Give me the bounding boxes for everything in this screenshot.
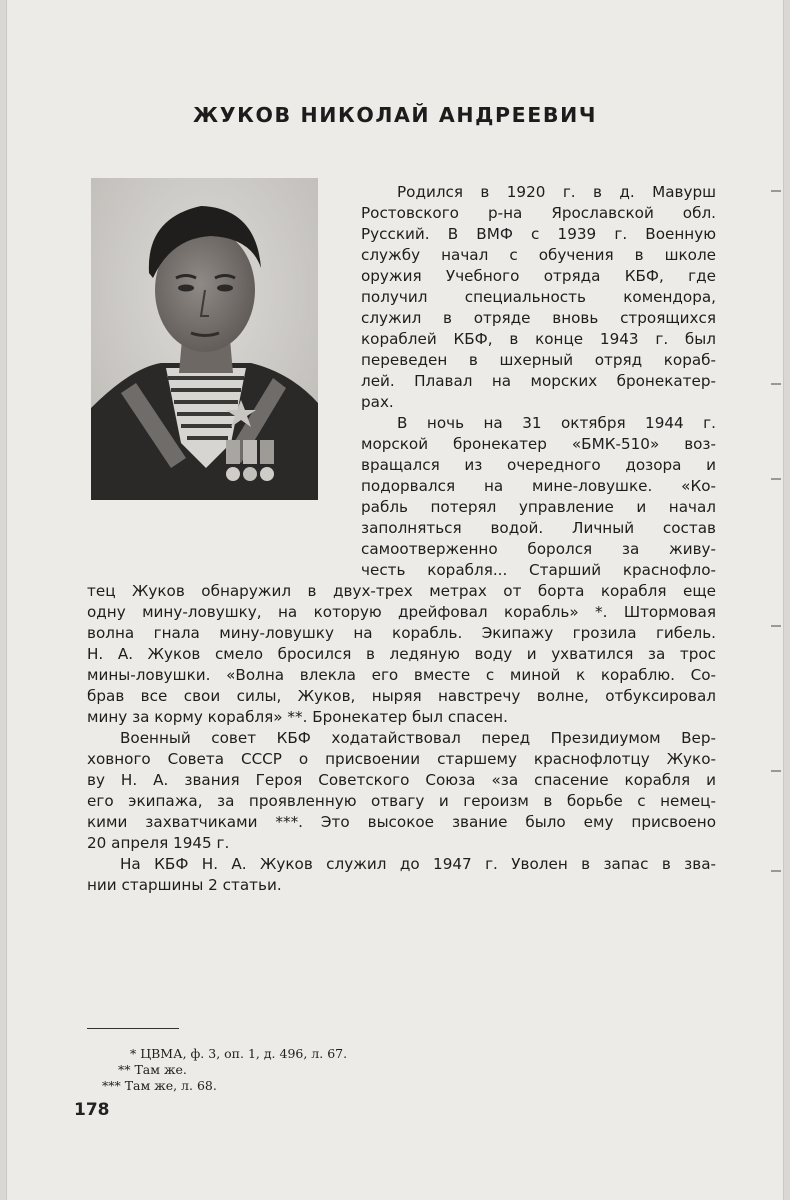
edge-mark: [771, 190, 781, 192]
text-line: Военный совет КБФ ходатайствовал перед Президиумом Вер-: [120, 729, 716, 747]
page-number: 178: [74, 1100, 110, 1120]
text-line: Ростовского р-на Ярославской обл.: [361, 204, 716, 222]
text-line: ховного Совета СССР о присвоении старшему краснофлотцу Жуко-: [87, 750, 716, 768]
portrait-photo: [91, 178, 318, 500]
text-line: служил в отряде вновь строящихся: [361, 309, 716, 327]
text-line: самоотверженно боролся за живу-: [361, 540, 716, 558]
text-line: Н. А. Жуков смело бросился в ледяную воду и ухватился за трос: [87, 645, 716, 663]
text-line: На КБФ Н. А. Жуков служил до 1947 г. Уволен в запас в зва-: [120, 855, 716, 873]
text-line: мину за корму корабля» **. Бронекатер был спасен.: [87, 708, 508, 726]
edge-mark: [771, 770, 781, 772]
edge-mark: [771, 478, 781, 480]
page-title: ЖУКОВ НИКОЛАЙ АНДРЕЕВИЧ: [193, 103, 597, 127]
text-line: тец Жуков обнаружил в двух-трех метрах от борта корабля еще: [87, 582, 716, 600]
text-line: одну мину-ловушку, на которую дрейфовал корабль» *. Штормовая: [87, 603, 716, 621]
footnote: * ЦВМА, ф. 3, оп. 1, д. 496, л. 67.: [130, 1046, 348, 1061]
text-line: брав все свои силы, Жуков, ныряя навстречу волне, отбуксировал: [87, 687, 716, 705]
text-line: лей. Плавал на морских бронекатер-: [361, 372, 716, 390]
text-line: волна гнала мину-ловушку на корабль. Экипажу грозила гибель.: [87, 624, 716, 642]
text-line: морской бронекатер «БМК-510» воз-: [361, 435, 716, 453]
edge-mark: [771, 870, 781, 872]
text-line: мины-ловушки. «Волна влекла его вместе с миной к кораблю. Со-: [87, 666, 716, 684]
text-line: переведен в шхерный отряд кораб-: [361, 351, 716, 369]
text-line: нии старшины 2 статьи.: [87, 876, 282, 894]
text-line: службу начал с обучения в школе: [361, 246, 716, 264]
edge-mark: [771, 383, 781, 385]
text-line: заполняться водой. Личный состав: [361, 519, 716, 537]
text-line: честь корабля... Старший краснофло-: [361, 561, 716, 579]
text-line: кими захватчиками ***. Это высокое звание было ему присвоено: [87, 813, 716, 831]
text-line: ву Н. А. звания Героя Советского Союза «за спасение корабля и: [87, 771, 716, 789]
text-line: получил специальность комендора,: [361, 288, 716, 306]
text-line: 20 апреля 1945 г.: [87, 834, 230, 852]
text-line: оружия Учебного отряда КБФ, где: [361, 267, 716, 285]
text-line: рабль потерял управление и начал: [361, 498, 716, 516]
edge-mark: [771, 625, 781, 627]
footnote: ** Там же.: [118, 1062, 187, 1077]
text-line: подорвался на мине-ловушке. «Ко-: [361, 477, 716, 495]
text-line: В ночь на 31 октября 1944 г.: [397, 414, 716, 432]
text-line: Русский. В ВМФ с 1939 г. Военную: [361, 225, 716, 243]
footnote-divider: [87, 1028, 179, 1029]
text-line: рах.: [361, 393, 394, 411]
text-line: вращался из очередного дозора и: [361, 456, 716, 474]
text-line: Родился в 1920 г. в д. Мавурш: [397, 183, 716, 201]
footnote: *** Там же, л. 68.: [102, 1078, 217, 1093]
text-line: кораблей КБФ, в конце 1943 г. был: [361, 330, 716, 348]
text-line: его экипажа, за проявленную отвагу и героизм в борьбе с немец-: [87, 792, 716, 810]
portrait-illustration: [91, 178, 318, 500]
